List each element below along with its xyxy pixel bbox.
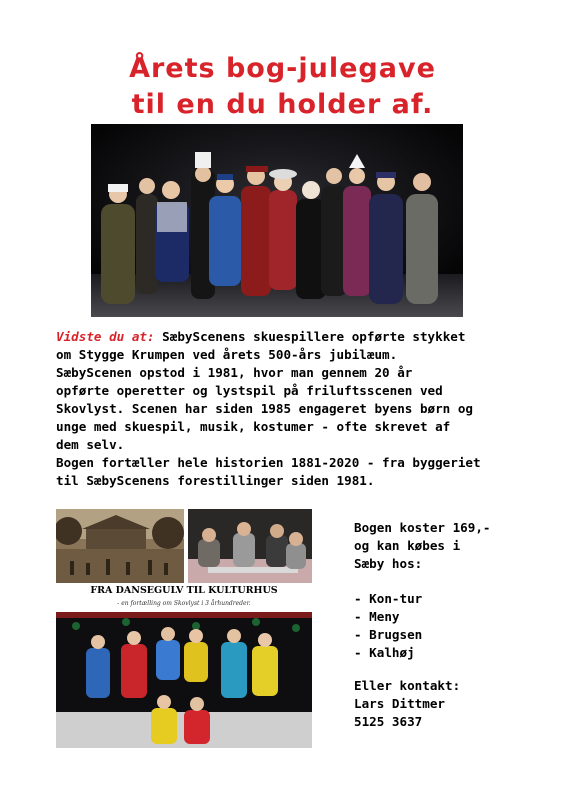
book-title: FRA DANSEGULV TIL KULTURHUS (90, 585, 278, 596)
body-lead: Vidste du at: (56, 329, 155, 344)
book-subtitle: - en fortælling om Skovlyst i 3 århundreder. (117, 600, 251, 607)
price-line: Bogen koster 169,- (354, 520, 491, 535)
cast-group-photo (91, 124, 463, 317)
body-text (56, 328, 526, 490)
shop-item: - Kon-tur (354, 591, 423, 606)
body-line: Bogen fortæller hele historien 1881-2020 - fra byggeriet (56, 455, 481, 470)
body-line: om Stygge Krumpen ved årets 500-års jubilæum. (56, 347, 398, 362)
price-line: Sæby hos: (354, 556, 423, 571)
body-line: unge med skuespil, musik, kostumer - ofte skrevet af (56, 419, 451, 434)
shop-item: - Brugsen (354, 627, 423, 642)
shop-list (354, 590, 422, 662)
body-line: Skovlyst. Scenen har siden 1985 engageret byens børn og (56, 401, 474, 416)
body-line-1-rest: SæbyScenens skuespillere opførte stykket (154, 329, 466, 344)
contact-info (354, 677, 460, 731)
contact-line: Eller kontakt: (354, 678, 461, 693)
price-info (354, 519, 490, 573)
body-line: dem selv. (56, 437, 125, 452)
headline-line-1: Årets bog-julegave (129, 53, 436, 84)
contact-phone: 5125 3637 (354, 714, 423, 729)
party-photo (188, 509, 312, 583)
headline-line-2: til en du holder af. (131, 89, 434, 120)
shop-item: - Meny (354, 609, 400, 624)
body-line: SæbyScenen opstod i 1981, hvor man gennem 20 år (56, 365, 413, 380)
youth-cast-photo (56, 612, 312, 748)
price-line: og kan købes i (354, 538, 461, 553)
historic-sepia-photo (56, 509, 184, 583)
contact-name: Lars Dittmer (354, 696, 445, 711)
shop-item: - Kalhøj (354, 645, 415, 660)
body-line: til SæbyScenens forestillinger siden 1981. (56, 473, 375, 488)
body-line: opførte operetter og lystspil på friluftsscenen ved (56, 383, 443, 398)
